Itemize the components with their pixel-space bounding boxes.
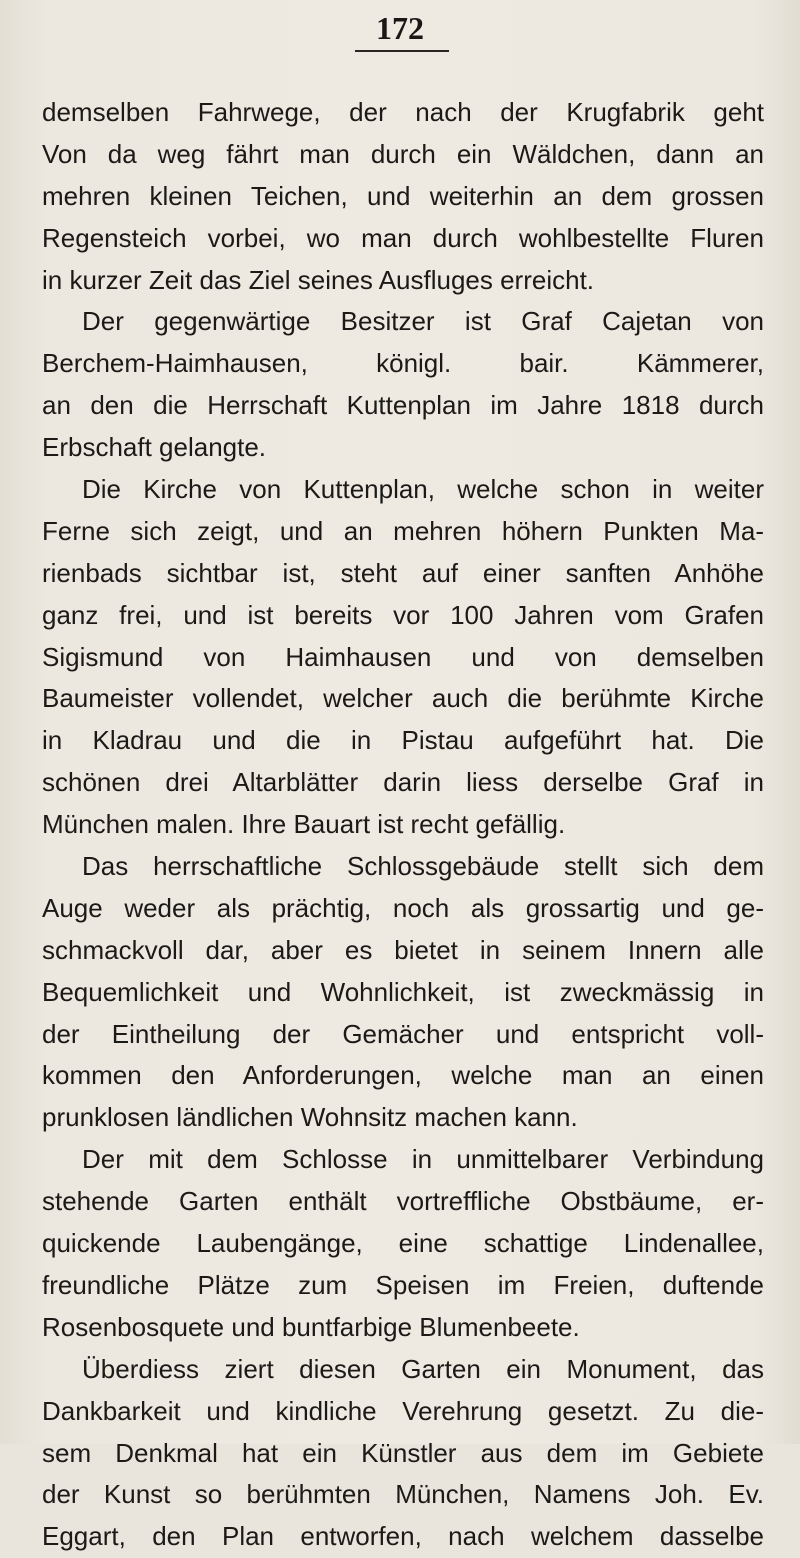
text-line: der Eintheilung der Gemächer und entspricht voll-	[42, 1018, 764, 1049]
text-line: Ferne sich zeigt, und an mehren höhern Punkten Ma-	[42, 515, 764, 546]
text-line: Erbschaft gelangte.	[42, 432, 267, 463]
text-line: stehende Garten enthält vortreffliche Obstbäume, er-	[42, 1186, 764, 1217]
text-line: Von da weg fährt man durch ein Wäldchen, dann an	[42, 138, 764, 169]
text-line: Eggart, den Plan entworfen, nach welchem dasselbe	[42, 1521, 764, 1552]
text-line: sem Denkmal hat ein Künstler aus dem im Gebiete	[42, 1437, 764, 1468]
text-line: freundliche Plätze zum Speisen im Freien, duftende	[42, 1269, 764, 1300]
text-line: Berchem-Haimhausen, königl. bair. Kämmerer,	[42, 348, 764, 379]
text-line: Baumeister vollendet, welcher auch die berühmte Kirche	[42, 683, 764, 714]
text-line: Überdiess ziert diesen Garten ein Monument, das	[82, 1353, 764, 1384]
text-line: in kurzer Zeit das Ziel seines Ausfluges erreicht.	[42, 264, 595, 295]
text-line: kommen den Anforderungen, welche man an einen	[42, 1060, 764, 1091]
text-line: Der gegenwärtige Besitzer ist Graf Cajetan von	[82, 306, 764, 337]
text-line: schönen drei Altarblätter darin liess derselbe Graf in	[42, 767, 764, 798]
text-line: Dankbarkeit und kindliche Verehrung gesetzt. Zu die-	[42, 1395, 764, 1426]
page-number-rule	[355, 50, 449, 52]
text-line: mehren kleinen Teichen, und weiterhin an dem grossen	[42, 180, 764, 211]
text-line: Der mit dem Schlosse in unmittelbarer Verbindung	[82, 1144, 764, 1175]
text-line: München malen. Ihre Bauart ist recht gefällig.	[42, 809, 566, 840]
body-text	[42, 92, 764, 1558]
page-number: 172	[376, 10, 424, 46]
text-line: Rosenbosquete und buntfarbige Blumenbeete.	[42, 1311, 580, 1342]
text-line: Die Kirche von Kuttenplan, welche schon in weiter	[82, 474, 764, 505]
text-line: Bequemlichkeit und Wohnlichkeit, ist zweckmässig in	[42, 976, 764, 1007]
text-line: Auge weder als prächtig, noch als grossartig und ge-	[42, 892, 764, 923]
text-line: quickende Laubengänge, eine schattige Lindenallee,	[42, 1228, 764, 1259]
text-line: schmackvoll dar, aber es bietet in seinem Innern alle	[42, 934, 764, 965]
text-line: Sigismund von Haimhausen und von demselben	[42, 641, 764, 672]
text-line: in Kladrau und die in Pistau aufgeführt hat. Die	[42, 725, 764, 756]
text-line: an den die Herrschaft Kuttenplan im Jahre 1818 durch	[42, 390, 764, 421]
text-line: rienbads sichtbar ist, steht auf einer sanften Anhöhe	[42, 557, 764, 588]
text-line: demselben Fahrwege, der nach der Krugfabrik geht	[42, 97, 764, 127]
text-line: der Kunst so berühmten München, Namens Joh. Ev.	[42, 1479, 764, 1510]
text-line: Regensteich vorbei, wo man durch wohlbestellte Fluren	[42, 222, 764, 253]
text-line: Das herrschaftliche Schlossgebäude stellt sich dem	[82, 851, 764, 882]
text-line: prunklosen ländlichen Wohnsitz machen kann.	[42, 1102, 578, 1133]
text-line: ganz frei, und ist bereits vor 100 Jahren vom Grafen	[42, 599, 764, 630]
